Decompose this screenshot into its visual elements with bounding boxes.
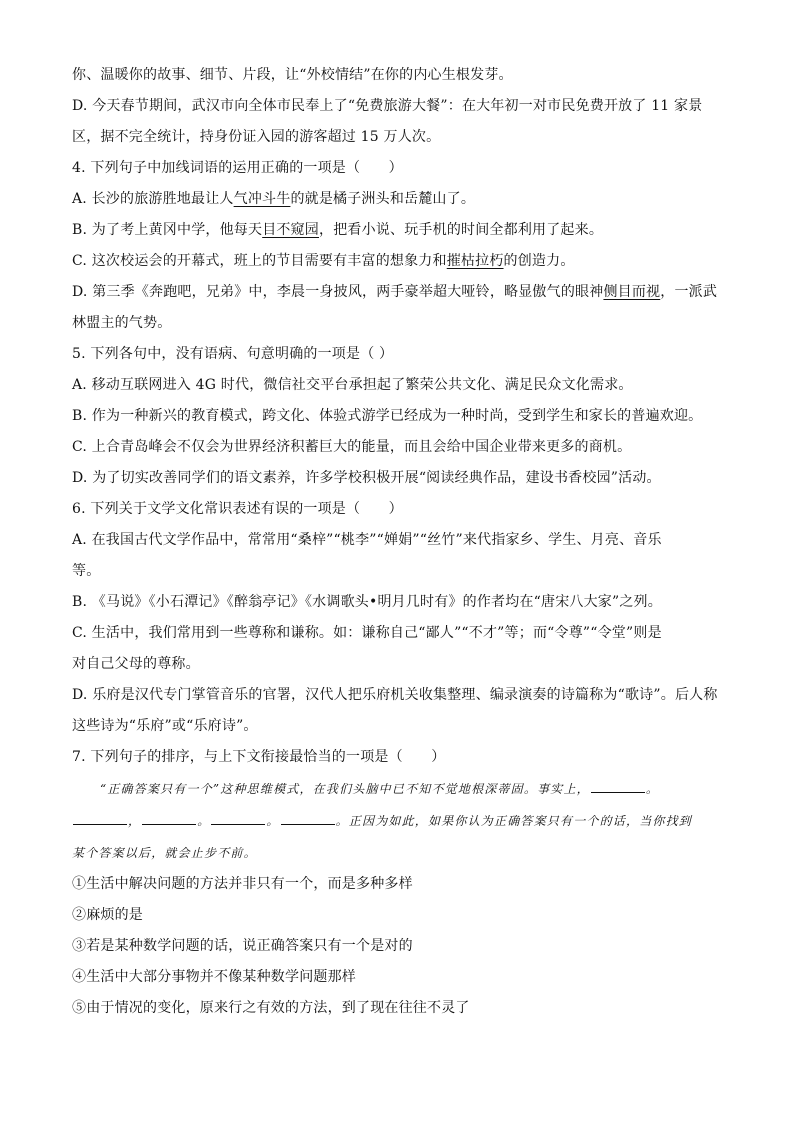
answer-blank bbox=[281, 812, 335, 825]
q4-option-c: C. 这次校运会的开幕式，班上的节目需要有丰富的想象力和摧枯拉朽的创造力。 bbox=[72, 253, 575, 269]
q4-option-b: B. 为了考上黄冈中学，他每天目不窥园，把看小说、玩手机的时间全都利用了起来。 bbox=[72, 222, 604, 238]
q6-option-b: B. 《马说》《小石潭记》《醉翁亭记》《水调歌头•明月几时有》的作者均在“唐宋八大家”之列。 bbox=[72, 594, 662, 610]
passage-line: 某个答案以后，就会止步不前。 bbox=[72, 846, 257, 860]
q5-option-b: B. 作为一种新兴的教育模式，跨文化、体验式游学已经成为一种时尚，受到学生和家长的普遍欢迎。 bbox=[72, 408, 703, 424]
passage-line: ， 。 。 。正因为如此，如果你认为正确答案只有一个的话，当你找到 bbox=[72, 805, 722, 837]
question-4: 4. 下列句子中加线词语的运用正确的一项是（ ） bbox=[72, 160, 403, 176]
q6-option-d: D. 乐府是汉代专门掌管音乐的官署，汉代人把乐府机关收集整理、编录演奏的诗篇称为“歌诗”。后人称 bbox=[72, 687, 718, 703]
question-7: 7. 下列句子的排序，与上下文衔接最恰当的一项是（ ） bbox=[72, 749, 446, 765]
sentence-option-1: ①生活中解决问题的方法并非只有一个，而是多种多样 bbox=[72, 876, 413, 892]
underlined-phrase: 侧目而视 bbox=[603, 284, 661, 300]
text-line: 这些诗为“乐府”或“乐府诗”。 bbox=[72, 718, 258, 734]
text-line: 区，据不完全统计，持身份证入园的游客超过 15 万人次。 bbox=[72, 129, 441, 145]
question-5: 5. 下列各句中，没有语病、句意明确的一项是（ ） bbox=[72, 346, 394, 362]
text-line: 林盟主的气势。 bbox=[72, 315, 172, 331]
passage-line: “正确答案只有一个”这种思维模式，在我们头脑中已不知不觉地根深蒂固。事实上， 。 bbox=[100, 782, 660, 796]
text-line: 等。 bbox=[72, 563, 101, 579]
underlined-phrase: 目不窥园 bbox=[262, 222, 320, 238]
underlined-phrase: 气冲斗牛 bbox=[233, 191, 291, 207]
document-page bbox=[72, 60, 722, 1024]
q4-option-d: D. 第三季《奔跑吧，兄弟》中，李晨一身披风，两手豪举超大哑铃，略显傲气的眼神侧目而视，一派武 bbox=[72, 284, 718, 300]
sentence-option-3: ③若是某种数学问题的话，说正确答案只有一个是对的 bbox=[72, 938, 413, 954]
sentence-option-5: ⑤由于情况的变化，原来行之有效的方法，到了现在往往不灵了 bbox=[72, 1000, 470, 1016]
answer-blank bbox=[73, 812, 127, 825]
sentence-option-4: ④生活中大部分事物并不像某种数学问题那样 bbox=[72, 969, 356, 985]
q5-option-d: D. 为了切实改善同学们的语文素养，许多学校积极开展“阅读经典作品，建设书香校园”活动。 bbox=[72, 470, 661, 486]
answer-blank bbox=[211, 812, 265, 825]
answer-blank bbox=[142, 812, 196, 825]
q6-option-c: C. 生活中，我们常用到一些尊称和谦称。如：谦称自己“鄙人”“不才”等；而“令尊”“令堂”则是 bbox=[72, 625, 662, 641]
sentence-option-2: ②麻烦的是 bbox=[72, 907, 143, 923]
option-d: D. 今天春节期间，武汉市向全体市民奉上了“免费旅游大餐”：在大年初一对市民免费开放了 11 家景 bbox=[72, 98, 703, 114]
q5-option-c: C. 上合青岛峰会不仅会为世界经济积蓄巨大的能量，而且会给中国企业带来更多的商机。 bbox=[72, 439, 632, 455]
answer-blank bbox=[591, 780, 645, 793]
text-line: 你、温暖你的故事、细节、片段，让“外校情结”在你的内心生根发芽。 bbox=[72, 67, 513, 83]
q6-option-a: A. 在我国古代文学作品中，常常用“桑梓”“桃李”“婵娟”“丝竹”来代指家乡、学生、月亮、音乐 bbox=[72, 532, 662, 548]
underlined-phrase: 摧枯拉朽 bbox=[446, 253, 504, 269]
question-6: 6. 下列关于文学文化常识表述有误的一项是（ ） bbox=[72, 501, 403, 517]
q5-option-a: A. 移动互联网进入 4G 时代，微信社交平台承担起了繁荣公共文化、满足民众文化需求。 bbox=[72, 377, 633, 393]
text-line: 对自己父母的尊称。 bbox=[72, 656, 200, 672]
q4-option-a: A. 长沙的旅游胜地最让人气冲斗牛的就是橘子洲头和岳麓山了。 bbox=[72, 191, 476, 207]
